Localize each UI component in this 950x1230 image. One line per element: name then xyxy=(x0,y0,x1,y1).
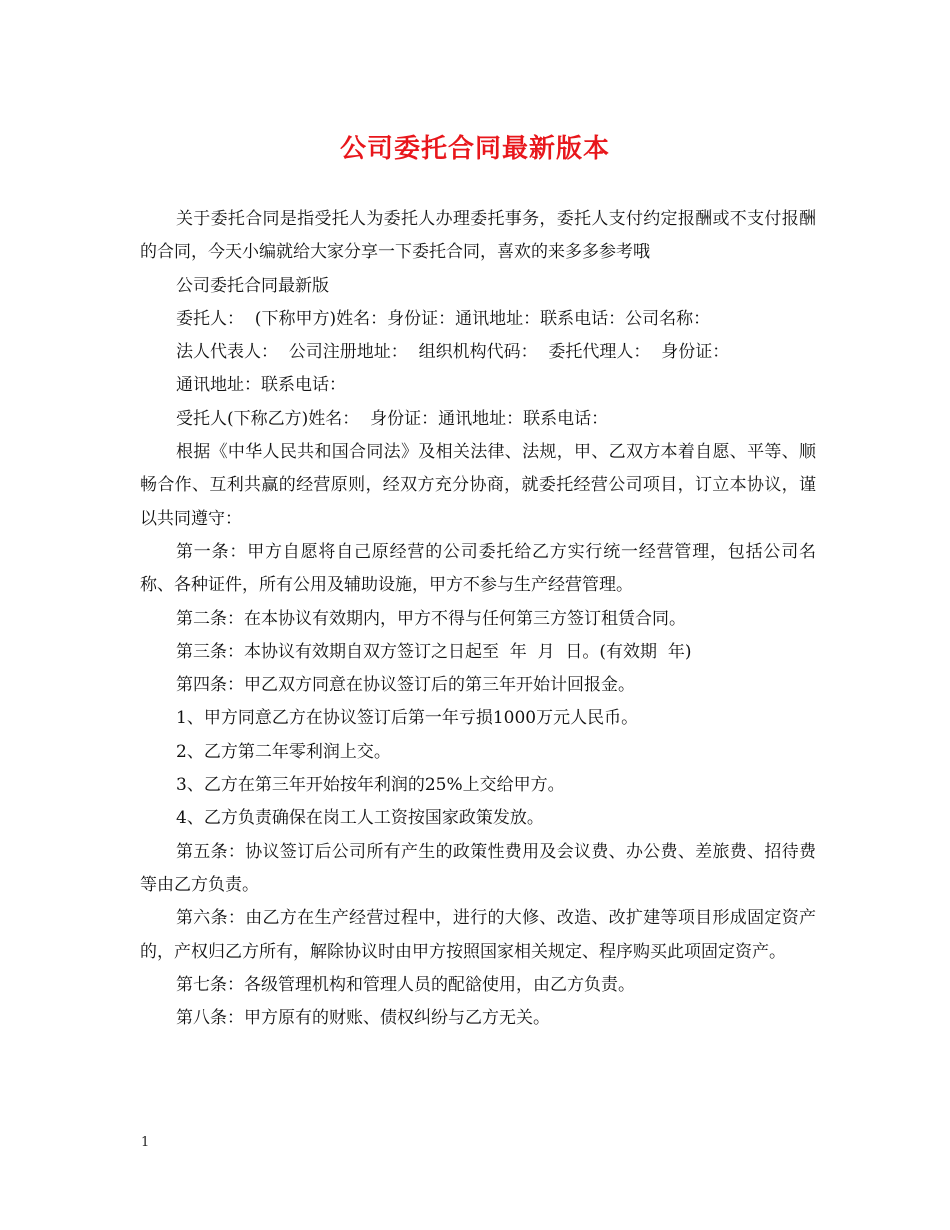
clause-8: 第八条：甲方原有的财账、债权纠纷与乙方无关。 xyxy=(176,1008,550,1029)
clause-4-item-2: 2、乙方第二年零利润上交。 xyxy=(176,741,391,762)
document-title: 公司委托合同最新版本 xyxy=(339,134,610,164)
clause-5: 第五条：协议签订后公司所有产生的政策性费用及会议费、办公费、差旅费、招待费等由乙方负责。 xyxy=(140,841,816,895)
paragraph-client-address: 通讯地址：联系电话： xyxy=(176,375,346,396)
document-body xyxy=(140,203,816,1035)
clause-2: 第二条：在本协议有效期内，甲方不得与任何第三方签订租赁合同。 xyxy=(176,608,686,629)
paragraph-subtitle: 公司委托合同最新版 xyxy=(176,275,329,296)
clause-4: 第四条：甲乙双方同意在协议签订后的第三年开始计回报金。 xyxy=(176,675,635,696)
clause-1: 第一条：甲方自愿将自己原经营的公司委托给乙方实行统一经营管理，包括公司名称、各种证件，所有公用及辅助设施，甲方不参与生产经营管理。 xyxy=(140,541,816,596)
clause-7: 第七条：各级管理机构和管理人员的配谽使用，由乙方负责。 xyxy=(176,974,635,995)
paragraph-preamble: 根据《中华人民共和国合同法》及相关法律、法规，甲、乙双方本着自愿、平等、顺畅合作、互利共赢的经营原则，经双方充分协商，就委托经营公司项目，订立本协议，谨以共同遵守： xyxy=(140,442,816,529)
paragraph-client-info: 委托人： (下称甲方)姓名：身份证：通讯地址：联系电话：公司名称： xyxy=(176,308,711,329)
clause-6: 第六条：由乙方在生产经营过程中，进行的大修、改造、改扩建等项目形成固定资产的，产权归乙方所有，解除协议时由甲方按照国家相关规定、程序购买此项固定资产。 xyxy=(140,908,816,962)
paragraph-trustee-info: 受托人(下称乙方)姓名： 身份证：通讯地址：联系电话： xyxy=(176,408,609,429)
clause-4-item-1: 1、甲方同意乙方在协议签订后第一年亏损1000万元人民币。 xyxy=(176,708,639,729)
clause-4-item-4: 4、乙方负责确保在岗工人工资按国家政策发放。 xyxy=(176,808,544,829)
page-number: 1 xyxy=(141,1135,150,1150)
paragraph-intro: 关于委托合同是指受托人为委托人办理委托事务，委托人支付约定报酬或不支付报酬的合同，今天小编就给大家分享一下委托合同，喜欢的来多多参考哦 xyxy=(140,209,816,263)
clause-3: 第三条：本协议有效期自双方签订之日起至 年 月 日。(有效期 年) xyxy=(176,641,692,662)
clause-4-item-3: 3、乙方在第三年开始按年利润的25%上交给甲方。 xyxy=(176,775,565,796)
paragraph-legal-rep: 法人代表人： 公司注册地址： 组织机构代码： 委托代理人： 身份证： xyxy=(176,342,730,363)
